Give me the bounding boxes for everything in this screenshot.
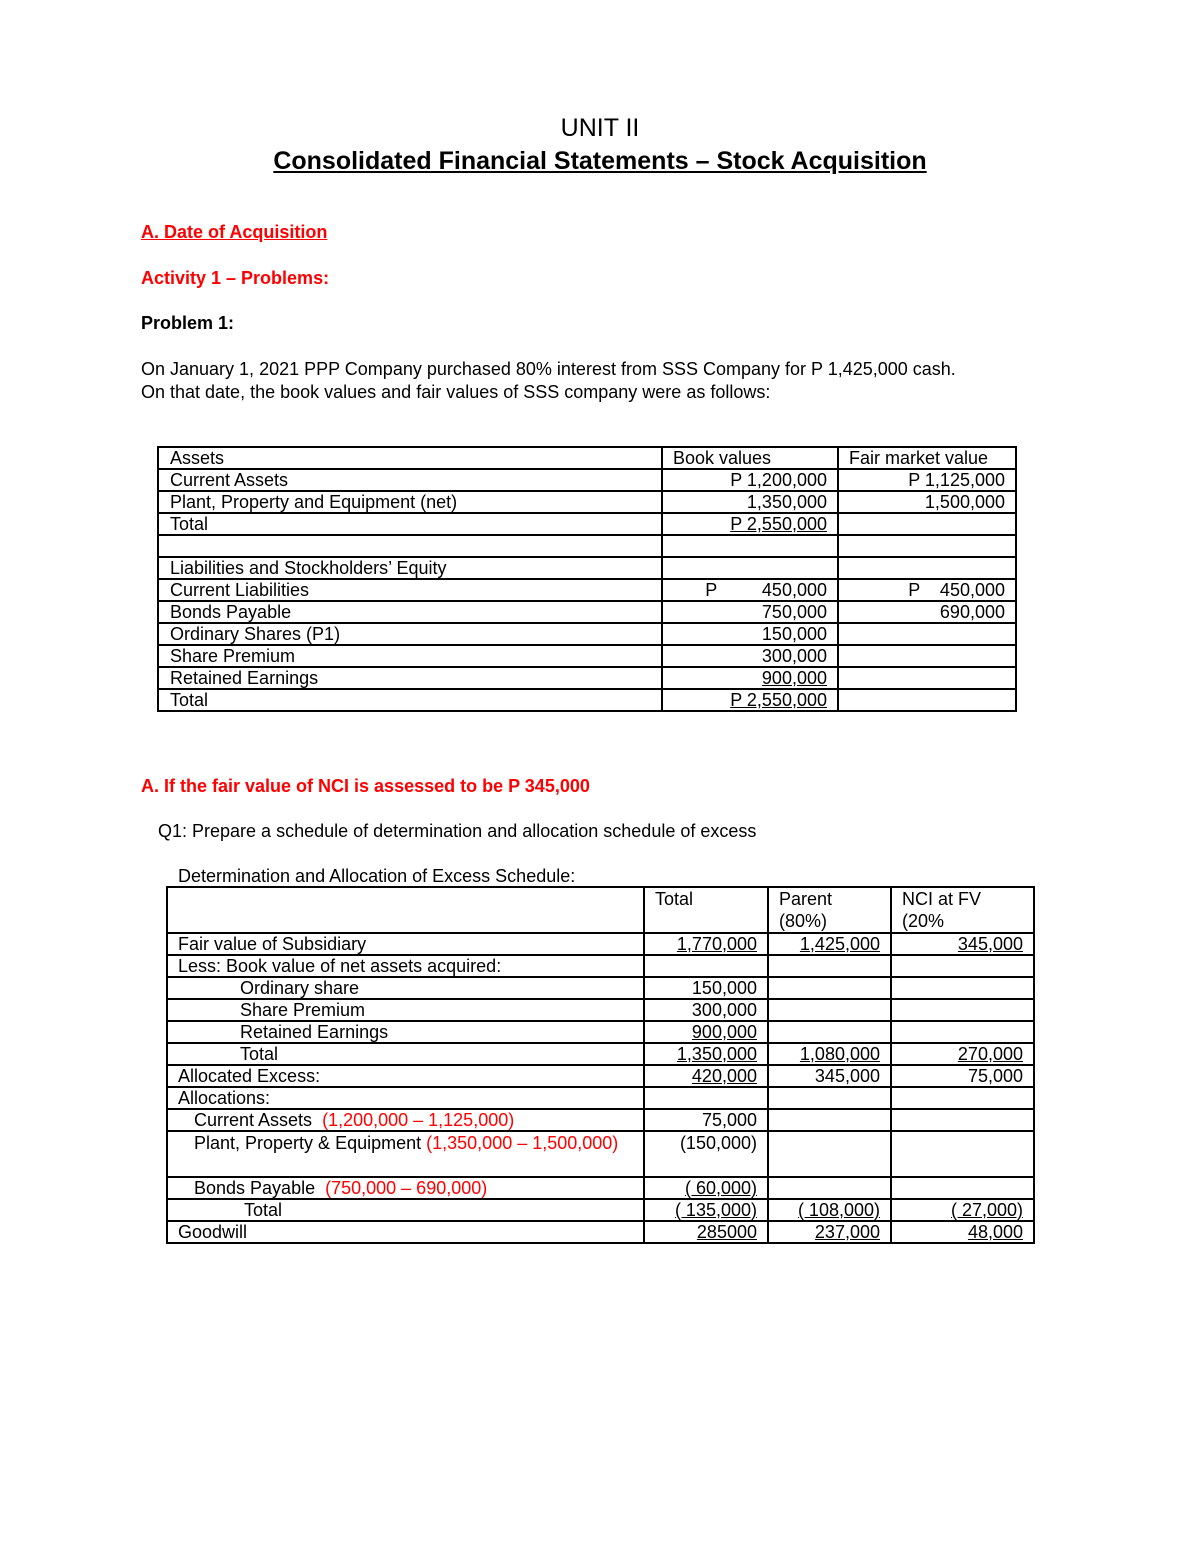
book-value-cell: P 450,000 — [662, 579, 838, 601]
parent-cell — [768, 1199, 891, 1221]
nci-cell — [891, 1021, 1034, 1043]
problem-paragraph — [141, 358, 1101, 404]
total-value: P 2,550,000 — [730, 690, 827, 710]
total-cell — [644, 1087, 768, 1109]
row-label — [167, 1109, 644, 1131]
nci-cell — [891, 933, 1034, 955]
book-value-cell: 1,350,000 — [662, 491, 838, 513]
paragraph-line: On that date, the book values and fair values of SSS company were as follows: — [141, 382, 771, 402]
underlined-value: 1,425,000 — [799, 934, 880, 954]
row-label — [167, 977, 644, 999]
parent-cell — [768, 999, 891, 1021]
table-row — [158, 579, 1016, 601]
indented-label: Current Assets — [194, 1110, 313, 1130]
underlined-value: 345,000 — [957, 934, 1023, 954]
page-title: Consolidated Financial Statements – Stock Acquisition — [273, 147, 927, 175]
table-header-row — [158, 447, 1016, 469]
header-cell: Assets — [158, 447, 662, 469]
table-row — [158, 535, 1016, 557]
total-cell — [644, 1021, 768, 1043]
parent-cell — [768, 1221, 891, 1243]
parent-cell: 345,000 — [768, 1065, 891, 1087]
header-cell: NCI at FV (20% — [891, 887, 1034, 933]
row-label: Total — [158, 689, 662, 711]
fair-value-cell — [838, 689, 1016, 711]
indented-label: Bonds Payable — [194, 1178, 316, 1198]
header-cell: Fair market value — [838, 447, 1016, 469]
nci-cell — [891, 1131, 1034, 1177]
row-label: Bonds Payable — [158, 601, 662, 623]
book-value-cell — [662, 535, 838, 557]
nci-cell — [891, 1109, 1034, 1131]
calc-note: (750,000 – 690,000) — [325, 1178, 488, 1198]
total-cell — [644, 1043, 768, 1065]
table-row — [167, 1087, 1034, 1109]
row-label: Ordinary Shares (P1) — [158, 623, 662, 645]
row-label: Share Premium — [158, 645, 662, 667]
total-cell — [644, 933, 768, 955]
table-row — [167, 1221, 1034, 1243]
parent-cell — [768, 977, 891, 999]
section-heading-date-of-acquisition: A. Date of Acquisition — [141, 222, 328, 242]
row-label: Plant, Property and Equipment (net) — [158, 491, 662, 513]
parent-cell — [768, 933, 891, 955]
row-label — [167, 1043, 644, 1065]
unit-title: UNIT II — [560, 114, 640, 142]
underlined-value: 270,000 — [957, 1044, 1023, 1064]
total-cell: 75,000 — [644, 1109, 768, 1131]
table-row — [167, 1131, 1034, 1177]
nci-cell — [891, 977, 1034, 999]
row-label: Fair value of Subsidiary — [167, 933, 644, 955]
row-label: Current Liabilities — [158, 579, 662, 601]
table-row — [167, 1065, 1034, 1087]
parent-cell — [768, 955, 891, 977]
table-row — [167, 933, 1034, 955]
header-cell: Total — [644, 887, 768, 933]
activity-heading: Activity 1 – Problems: — [141, 268, 330, 288]
row-label: Retained Earnings — [158, 667, 662, 689]
book-value-cell — [662, 513, 838, 535]
underlined-value: 285000 — [696, 1222, 757, 1242]
parent-cell — [768, 1043, 891, 1065]
underlined-value: 420,000 — [691, 1066, 757, 1086]
calc-note: (1,350,000 – 1,500,000) — [426, 1133, 619, 1153]
nci-cell — [891, 1221, 1034, 1243]
total-cell — [644, 1065, 768, 1087]
table-row — [167, 1109, 1034, 1131]
table-row — [158, 667, 1016, 689]
underlined-value: ( 135,000) — [674, 1200, 757, 1220]
table-row — [158, 491, 1016, 513]
nci-cell — [891, 1199, 1034, 1221]
header-cell: Parent (80%) — [768, 887, 891, 933]
book-value-cell: P 1,200,000 — [662, 469, 838, 491]
underlined-value: 1,080,000 — [799, 1044, 880, 1064]
parent-cell — [768, 1087, 891, 1109]
table-row — [167, 1177, 1034, 1199]
row-label: Total — [158, 513, 662, 535]
row-label — [167, 999, 644, 1021]
question-q1: Q1: Prepare a schedule of determination and allocation schedule of excess — [158, 821, 757, 841]
row-label — [167, 1177, 644, 1199]
table-row — [167, 999, 1034, 1021]
book-value-cell: 750,000 — [662, 601, 838, 623]
parent-cell — [768, 1109, 891, 1131]
table-row — [167, 1199, 1034, 1221]
parent-cell — [768, 1021, 891, 1043]
total-cell — [644, 955, 768, 977]
book-value-cell — [662, 689, 838, 711]
row-label — [158, 535, 662, 557]
book-value-cell: 300,000 — [662, 645, 838, 667]
table-row — [158, 469, 1016, 491]
row-label: Allocations: — [167, 1087, 644, 1109]
indented-label: Total — [244, 1200, 283, 1220]
underlined-value: 1,350,000 — [676, 1044, 757, 1064]
table-header-row — [167, 887, 1034, 933]
calc-note: (1,200,000 – 1,125,000) — [322, 1110, 515, 1130]
schedule-caption: Determination and Allocation of Excess Schedule: — [178, 866, 576, 886]
row-label — [167, 1199, 644, 1221]
underlined-value: 48,000 — [967, 1222, 1023, 1242]
indented-label: Total — [240, 1044, 279, 1064]
total-cell — [644, 1199, 768, 1221]
table-row — [167, 1021, 1034, 1043]
indented-label: Share Premium — [240, 1000, 366, 1020]
paragraph-line: On January 1, 2021 PPP Company purchased 80% interest from SSS Company for P 1,425,000 cash. — [141, 359, 956, 379]
underlined-value: ( 27,000) — [950, 1200, 1023, 1220]
underlined-value: 900,000 — [761, 668, 827, 688]
fair-value-cell: 1,500,000 — [838, 491, 1016, 513]
table-row — [158, 689, 1016, 711]
nci-cell: 75,000 — [891, 1065, 1034, 1087]
row-label: Goodwill — [167, 1221, 644, 1243]
row-label: Liabilities and Stockholders’ Equity — [158, 557, 662, 579]
total-cell: (150,000) — [644, 1131, 768, 1177]
excess-schedule-table — [166, 886, 1035, 1244]
book-value-cell — [662, 557, 838, 579]
nci-cell — [891, 955, 1034, 977]
fair-value-cell: 690,000 — [838, 601, 1016, 623]
header-cell: Book values — [662, 447, 838, 469]
table-row — [158, 513, 1016, 535]
row-label — [167, 1021, 644, 1043]
nci-cell — [891, 1177, 1034, 1199]
table-row — [167, 1043, 1034, 1065]
table-row — [158, 557, 1016, 579]
book-value-cell — [662, 667, 838, 689]
row-label: Less: Book value of net assets acquired: — [167, 955, 644, 977]
underlined-value: ( 108,000) — [797, 1200, 880, 1220]
table-row — [158, 623, 1016, 645]
fair-value-cell — [838, 557, 1016, 579]
parent-cell — [768, 1177, 891, 1199]
book-fair-value-table — [157, 446, 1017, 712]
section-heading-nci-fair-value: A. If the fair value of NCI is assessed to be P 345,000 — [141, 776, 590, 796]
fair-value-cell: P 1,125,000 — [838, 469, 1016, 491]
table-row — [158, 601, 1016, 623]
row-label: Current Assets — [158, 469, 662, 491]
table-row — [167, 955, 1034, 977]
fair-value-cell — [838, 667, 1016, 689]
fair-value-cell — [838, 535, 1016, 557]
table-row — [158, 645, 1016, 667]
parent-cell — [768, 1131, 891, 1177]
row-label: Allocated Excess: — [167, 1065, 644, 1087]
fair-value-cell: P 450,000 — [838, 579, 1016, 601]
underlined-value: ( 60,000) — [684, 1178, 757, 1198]
row-label — [167, 1131, 644, 1177]
underlined-value: 900,000 — [691, 1022, 757, 1042]
book-value-cell: 150,000 — [662, 623, 838, 645]
indented-label: Retained Earnings — [240, 1022, 389, 1042]
total-cell — [644, 1177, 768, 1199]
problem-heading: Problem 1: — [141, 313, 235, 333]
nci-cell — [891, 999, 1034, 1021]
fair-value-cell — [838, 623, 1016, 645]
table-row — [167, 977, 1034, 999]
indented-label: Plant, Property & Equipment — [194, 1133, 422, 1153]
header-cell — [167, 887, 644, 933]
underlined-value: 1,770,000 — [676, 934, 757, 954]
indented-label: Ordinary share — [240, 978, 360, 998]
nci-cell — [891, 1087, 1034, 1109]
total-cell: 300,000 — [644, 999, 768, 1021]
total-cell: 150,000 — [644, 977, 768, 999]
total-cell — [644, 1221, 768, 1243]
fair-value-cell — [838, 645, 1016, 667]
underlined-value: 237,000 — [814, 1222, 880, 1242]
fair-value-cell — [838, 513, 1016, 535]
total-value: P 2,550,000 — [730, 514, 827, 534]
nci-cell — [891, 1043, 1034, 1065]
